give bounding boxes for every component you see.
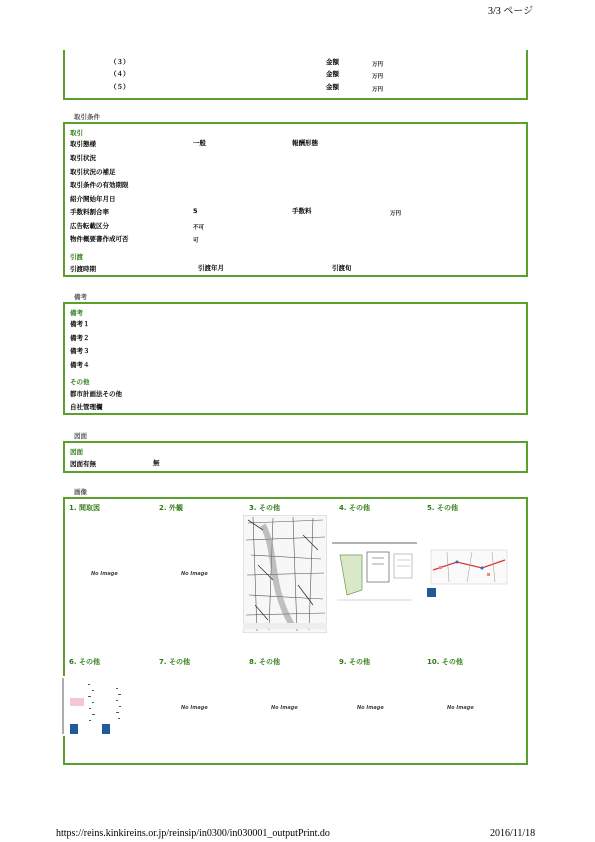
footer-date: 2016/11/18	[490, 828, 536, 839]
row-3-label: 金額	[326, 58, 339, 66]
image-label-4: 4. その他	[339, 504, 370, 512]
row-5-unit: 万円	[372, 87, 384, 93]
delivery-group-title: 引渡	[70, 253, 83, 261]
image-label-10: 10. その他	[427, 658, 463, 666]
page-number: 3/3 ページ	[488, 6, 534, 17]
label-delivery-term: 引渡旬	[332, 264, 352, 272]
label-deadline: 取引条件の有効期限	[70, 181, 129, 189]
no-image-1: No Image	[91, 571, 118, 577]
remark-1: 備考１	[70, 320, 90, 328]
image-label-5: 5. その他	[427, 504, 458, 512]
row-4-label: 金額	[326, 70, 339, 78]
plan-group-title: 図面	[70, 448, 83, 456]
images-section-title: 画像	[74, 488, 87, 496]
value-ad: 不可	[193, 225, 205, 231]
row-4-num: （４）	[110, 70, 130, 78]
other-self-management: 自社管理欄	[70, 403, 103, 411]
label-mode: 取引態様	[70, 140, 96, 148]
image-label-7: 7. その他	[159, 658, 190, 666]
no-image-2: No Image	[181, 571, 208, 577]
top-amount-box	[63, 50, 528, 100]
value-general: 一般	[193, 139, 206, 147]
no-image-9: No Image	[357, 705, 384, 711]
image-thumb-3[interactable]	[243, 515, 327, 633]
plan-value: 無	[153, 459, 160, 467]
remark-3: 備考３	[70, 347, 90, 355]
fee-unit: 万円	[390, 211, 402, 217]
no-image-7: No Image	[181, 705, 208, 711]
value-rate: 5	[193, 207, 198, 215]
label-ad: 広告転載区分	[70, 222, 109, 230]
row-5-label: 金額	[326, 83, 339, 91]
plan-section-title: 図面	[74, 432, 87, 440]
no-image-10: No Image	[447, 705, 474, 711]
other-city-planning: 都市計画法その他	[70, 390, 122, 398]
remark-2: 備考２	[70, 334, 90, 342]
row-5-num: （５）	[110, 83, 130, 91]
footer-url[interactable]: https://reins.kinkireins.or.jp/reinsip/in0300/in030001_outputPrint.do	[56, 828, 330, 839]
label-broker: 報酬形態	[292, 139, 318, 147]
image-label-8: 8. その他	[249, 658, 280, 666]
image-label-9: 9. その他	[339, 658, 370, 666]
row-4-unit: 万円	[372, 74, 384, 80]
image-label-1: 1. 間取図	[69, 504, 100, 512]
row-3-num: （３）	[110, 58, 130, 66]
label-delivery-year-month: 引渡年月	[198, 264, 224, 272]
plan-label: 図面有無	[70, 460, 96, 468]
transaction-section-title: 取引条件	[74, 113, 100, 121]
label-doc: 物件概要書作成可否	[70, 235, 129, 243]
image-label-6: 6. その他	[69, 658, 100, 666]
label-fee: 手数料	[292, 207, 312, 215]
transaction-group-title: 取引	[70, 129, 83, 137]
value-doc: 可	[193, 238, 199, 244]
image-label-2: 2. 外観	[159, 504, 183, 512]
label-intro-date: 紹介開始年月日	[70, 195, 116, 203]
no-image-8: No Image	[271, 705, 298, 711]
label-delivery-timing: 引渡時期	[70, 265, 96, 273]
image-label-3: 3. その他	[249, 504, 280, 512]
row-3-unit: 万円	[372, 62, 384, 68]
image-thumb-4[interactable]	[332, 540, 417, 610]
image-thumb-6[interactable]	[62, 676, 134, 736]
label-fee-rate: 手数料割合率	[70, 208, 109, 216]
label-status: 取引状況	[70, 154, 96, 162]
label-status-note: 取引状況の補足	[70, 168, 116, 176]
remarks-section-title: 備考	[74, 293, 87, 301]
remark-4: 備考４	[70, 361, 90, 369]
remarks-box	[63, 302, 528, 415]
remarks-group-title: 備考	[70, 309, 83, 317]
remarks-other-title: その他	[70, 378, 90, 386]
image-thumb-5[interactable]	[427, 540, 512, 598]
plan-box	[63, 441, 528, 473]
